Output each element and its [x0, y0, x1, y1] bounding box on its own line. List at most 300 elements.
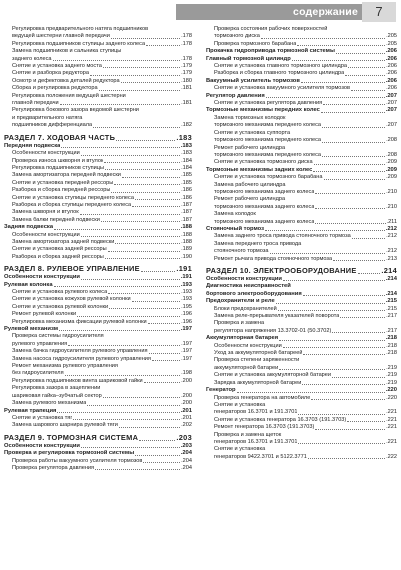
dot-leader	[270, 253, 386, 254]
toc-entry-title: Регулятор давления	[206, 92, 265, 99]
toc-page-number: .205	[386, 40, 397, 47]
toc-entry-title: генераторов 9422.3701 и 5122.3771	[214, 453, 307, 460]
toc-subsection[interactable]	[206, 298, 397, 305]
dot-leader	[139, 440, 175, 441]
toc-subsection[interactable]	[4, 274, 192, 281]
toc-entry-title: Задняя подвеска	[4, 224, 54, 231]
toc-entry[interactable]	[4, 393, 192, 400]
toc-entry-title: Снятие и разборка редуктора	[12, 70, 90, 77]
toc-entry-line: Регулировка предварительного натяга подшипников	[12, 26, 149, 32]
dot-leader	[95, 469, 180, 470]
toc-page-number: .203	[180, 442, 192, 449]
toc-subsection[interactable]	[206, 107, 397, 114]
toc-entry-title: тормозного механизма заднего колеса	[214, 218, 315, 225]
toc-entry[interactable]	[4, 289, 192, 296]
dot-leader	[352, 238, 385, 239]
toc-entry[interactable]	[4, 370, 192, 377]
toc-entry[interactable]	[206, 343, 397, 350]
toc-page-number: .212	[386, 248, 397, 255]
dot-leader	[303, 295, 385, 296]
toc-entry[interactable]	[206, 70, 397, 77]
toc-page-number: .218	[386, 342, 397, 349]
toc-entry[interactable]	[206, 409, 397, 416]
toc-entry-title: Снятие и установка рулевой колонки	[12, 303, 109, 310]
toc-page-number: .200	[181, 392, 192, 399]
toc-entry-title: ведущей шестерни главной передачи	[12, 33, 110, 40]
toc-page-number: .178	[181, 55, 192, 62]
toc-page-number: .207	[386, 122, 397, 129]
dot-leader	[313, 171, 384, 172]
toc-page-number: .197	[180, 326, 192, 333]
dot-leader	[152, 360, 180, 361]
toc-entry-title: Замена шкворня и втулок	[12, 209, 79, 216]
toc-page-number: .221	[386, 438, 397, 445]
dot-leader	[81, 447, 180, 448]
dot-leader	[340, 317, 385, 318]
dot-leader	[261, 38, 385, 39]
dot-leader	[314, 164, 386, 165]
dot-leader	[358, 273, 381, 274]
dot-leader	[141, 271, 176, 272]
toc-entry[interactable]	[206, 424, 397, 431]
toc-subsection[interactable]	[4, 443, 192, 450]
dot-leader	[308, 458, 385, 459]
toc-page-number: .206	[385, 77, 397, 84]
toc-entry-title: Ремонт рулевой колонки	[12, 311, 77, 318]
toc-entry-title: тормозного механизма переднего колеса	[214, 151, 321, 158]
dot-leader	[103, 397, 180, 398]
toc-entry-title: Вакуумный усилитель тормозов	[206, 77, 300, 84]
toc-entry[interactable]	[4, 217, 192, 224]
toc-entry[interactable]	[4, 232, 192, 239]
dot-leader	[54, 286, 180, 287]
toc-page-number: .208	[386, 137, 397, 144]
toc-page-number: .214	[385, 276, 397, 282]
toc-right-column	[206, 26, 397, 461]
dot-leader	[298, 443, 385, 444]
toc-page-number: .209	[386, 159, 397, 166]
toc-entry[interactable]	[206, 233, 397, 240]
toc-entry-title: Снятие и установка главного тормозного цилиндра	[214, 63, 348, 70]
toc-page-number: .184	[181, 164, 192, 171]
toc-entry-title: Регулировка подшипников ступицы	[12, 164, 105, 171]
toc-entry-title: тормозного диска	[214, 33, 260, 40]
toc-page-number: .184	[181, 157, 192, 164]
toc-entry-line: Снятие и установка суппорта	[214, 129, 291, 136]
toc-entry[interactable]	[4, 195, 192, 202]
dot-leader	[315, 223, 385, 224]
dot-leader	[266, 97, 385, 98]
toc-page-number: .201	[180, 407, 192, 414]
toc-page-number: .208	[386, 151, 397, 158]
toc-page-number: .206	[385, 55, 397, 62]
toc-page-number: .219	[386, 364, 397, 371]
toc-page-number: .221	[386, 416, 397, 423]
dot-leader	[237, 392, 385, 393]
toc-entry[interactable]	[206, 365, 397, 372]
toc-entry-line: и предварительного натяга	[12, 114, 83, 121]
toc-entry[interactable]	[4, 122, 192, 129]
dot-leader	[348, 67, 385, 68]
dot-leader	[90, 75, 180, 76]
dot-leader	[111, 38, 180, 39]
toc-entry[interactable]	[4, 56, 192, 63]
toc-page-number: .212	[386, 233, 397, 240]
toc-entry-title: подшипников дифференциала	[12, 122, 93, 129]
toc-entry-title: стояночного тормоза	[214, 248, 269, 255]
toc-page-number: .196	[181, 318, 192, 325]
toc-page-number: .215	[385, 298, 397, 305]
dot-leader	[315, 208, 385, 209]
dot-leader	[321, 112, 385, 113]
toc-page-number: .181	[181, 100, 192, 107]
toc-page-number: .219	[386, 379, 397, 386]
toc-entry[interactable]	[4, 85, 192, 92]
dot-leader	[336, 53, 385, 54]
toc-page-number: .186	[181, 187, 192, 194]
toc-entry[interactable]	[4, 158, 192, 165]
toc-entry[interactable]	[206, 328, 397, 335]
toc-entry-line: Регулировка бокового зазора ведомой шестерни	[12, 107, 139, 114]
toc-page-number: .187	[181, 209, 192, 216]
toc-entry[interactable]	[206, 152, 397, 159]
dot-leader	[122, 177, 180, 178]
toc-page-number: .211	[386, 218, 397, 225]
toc-entry[interactable]	[4, 78, 192, 85]
toc-entry[interactable]	[4, 458, 192, 465]
toc-entry-line: Проверка и замена	[214, 320, 265, 327]
toc-page-number: .185	[181, 172, 192, 179]
toc-page-number: .218	[386, 350, 397, 357]
dot-leader	[60, 104, 180, 105]
toc-subsection[interactable]	[206, 167, 397, 174]
toc-entry[interactable]	[4, 400, 192, 407]
dot-leader	[315, 429, 385, 430]
toc-entry-title: Уход за аккумуляторной батареей	[214, 350, 303, 357]
toc-subsection[interactable]	[206, 93, 397, 100]
toc-entry[interactable]	[206, 33, 397, 40]
toc-entry-title: Снятие и установка регулятора давления	[214, 100, 323, 107]
toc-entry[interactable]	[206, 306, 397, 313]
toc-subsection[interactable]	[4, 450, 192, 457]
dot-leader	[302, 384, 385, 385]
toc-entry-line: Замена рабочего цилиндра	[214, 181, 286, 188]
dot-leader	[146, 45, 180, 46]
toc-entry[interactable]	[206, 85, 397, 92]
toc-subsection[interactable]	[206, 291, 397, 298]
dot-leader	[81, 155, 180, 156]
toc-entry[interactable]	[206, 380, 397, 387]
toc-page-number: .182	[181, 122, 192, 129]
toc-entry[interactable]	[206, 454, 397, 461]
toc-entry-title: Тормозные механизмы задних колес	[206, 166, 313, 173]
toc-entry[interactable]	[206, 204, 397, 211]
dot-leader	[80, 214, 180, 215]
toc-entry[interactable]	[206, 159, 397, 166]
toc-entry[interactable]	[4, 304, 192, 311]
dot-leader	[53, 60, 181, 61]
toc-subsection[interactable]	[206, 335, 397, 342]
toc-entry-line: Замена колодок	[214, 211, 256, 218]
toc-entry-title: Разборка и сборка ступицы переднего колеса	[12, 201, 132, 208]
toc-entry-title: рулевого управления	[12, 340, 68, 347]
toc-entry[interactable]	[206, 122, 397, 129]
dot-leader	[87, 405, 180, 406]
dot-leader	[345, 75, 385, 76]
toc-subsection[interactable]	[206, 56, 397, 63]
toc-entry[interactable]	[4, 378, 192, 385]
dot-leader	[57, 412, 179, 413]
toc-entry-title: тормозного механизма заднего колеса	[214, 188, 315, 195]
toc-page-number: .189	[181, 246, 192, 253]
dot-leader	[105, 169, 180, 170]
toc-entry-title: Регулировка подшипников ступицы заднего колеса	[12, 40, 146, 47]
toc-entry-line: Регулировка зазора в зацеплении	[12, 385, 101, 392]
toc-page-number: .197	[181, 348, 192, 355]
toc-entry[interactable]	[4, 202, 192, 209]
toc-entry[interactable]	[4, 415, 192, 422]
toc-page-number: .221	[386, 409, 397, 416]
toc-page-number: .220	[386, 394, 397, 401]
toc-entry[interactable]	[206, 395, 397, 402]
toc-entry[interactable]	[4, 33, 192, 40]
toc-page-number: .190	[181, 253, 192, 260]
toc-entry[interactable]	[4, 209, 192, 216]
toc-entry[interactable]	[206, 248, 397, 255]
toc-entry-title: Снятие и установка генератора 16.3703 (191.3703)	[214, 416, 347, 423]
toc-page-number: .214	[381, 266, 397, 275]
toc-entry[interactable]	[4, 356, 192, 363]
toc-entry-title: РАЗДЕЛ 9. ТОРМОЗНАЯ СИСТЕМА	[4, 432, 139, 442]
toc-page-number: .187	[181, 201, 192, 208]
toc-subsection[interactable]	[4, 408, 192, 415]
toc-page-number: .209	[386, 174, 397, 181]
toc-entry-line: Замена подшипников и сальника ступицы	[12, 48, 122, 55]
toc-entry[interactable]	[206, 189, 397, 196]
toc-entry-title: Снятие и установка заднего моста	[12, 63, 102, 70]
dot-leader	[99, 90, 180, 91]
dot-leader	[278, 310, 385, 311]
section-title: содержание	[293, 6, 358, 18]
toc-entry-title: заднего колеса	[12, 55, 52, 62]
dot-leader	[315, 193, 385, 194]
toc-page-number: .179	[181, 70, 192, 77]
dot-leader	[297, 45, 385, 46]
toc-entry[interactable]	[206, 100, 397, 107]
toc-entry[interactable]	[206, 439, 397, 446]
toc-subsection[interactable]	[206, 226, 397, 233]
toc-entry-title: Снятие и установка вакуумного усилителя тормозов	[214, 85, 350, 92]
dot-leader	[148, 323, 180, 324]
dot-leader	[101, 221, 180, 222]
toc-page-number: .178	[181, 33, 192, 40]
toc-entry-line: Снятие и установка	[214, 401, 266, 408]
toc-entry[interactable]	[4, 341, 192, 348]
toc-entry-title: РАЗДЕЛ 7. ХОДОВАЯ ЧАСТЬ	[4, 132, 116, 142]
toc-entry-title: Тормозные механизмы передних колес	[206, 107, 320, 114]
toc-entry[interactable]	[4, 165, 192, 172]
toc-entry-line: Диагностика неисправностей	[206, 283, 291, 290]
toc-entry[interactable]	[4, 319, 192, 326]
toc-entry-line: Ремонт механизма рулевого управления	[12, 363, 118, 370]
dot-leader	[292, 60, 385, 61]
toc-entry[interactable]	[4, 180, 192, 187]
toc-entry-title: Снятие и установка тяг	[12, 414, 73, 421]
dot-leader	[108, 293, 180, 294]
toc-entry-title: Снятие и установка передней рессоры	[12, 179, 114, 186]
toc-entry[interactable]	[206, 137, 397, 144]
dot-leader	[135, 455, 180, 456]
toc-entry-title: Снятие и установка ступицы переднего колеса	[12, 194, 134, 201]
toc-entry[interactable]	[206, 219, 397, 226]
toc-entry-title: генераторов 16.3701 и 191.3701	[214, 438, 298, 445]
toc-page-number: .195	[181, 303, 192, 310]
toc-entry[interactable]	[4, 41, 192, 48]
toc-entry[interactable]	[206, 417, 397, 424]
toc-subsection[interactable]	[4, 326, 192, 333]
toc-entry-title: Проверка работы вакуумного усилителя тормозов	[12, 457, 143, 464]
toc-entry-title: Проверка износа шкворня и втулок	[12, 157, 104, 164]
toc-chapter[interactable]	[206, 266, 397, 276]
toc-entry-title: РАЗДЕЛ 8. РУЛЕВОЕ УПРАВЛЕНИЕ	[4, 264, 140, 274]
toc-entry[interactable]	[4, 239, 192, 246]
dot-leader	[59, 330, 180, 331]
toc-entry-title: Прокачка гидропривода тормозной системы	[206, 48, 335, 55]
toc-entry-title: генераторов 16.3701 и 191.3701	[214, 409, 298, 416]
toc-page-number: .183	[180, 142, 192, 149]
toc-entry-title: Особенности конструкции	[12, 231, 80, 238]
dot-leader	[323, 104, 385, 105]
toc-page-number: .200	[181, 377, 192, 384]
toc-subsection[interactable]	[4, 282, 192, 289]
page-number: 7	[362, 2, 396, 22]
toc-entry[interactable]	[206, 372, 397, 379]
dot-leader	[65, 375, 181, 376]
toc-entry[interactable]	[206, 313, 397, 320]
toc-entry-title: Ремонт генератора 16.3703 (191.3703)	[214, 424, 315, 431]
toc-page-number: .219	[386, 372, 397, 379]
toc-page-number: .188	[181, 238, 192, 245]
toc-entry-title: Замена амортизатора передней подвески	[12, 172, 121, 179]
dot-leader	[283, 347, 385, 348]
dot-leader	[105, 258, 180, 259]
toc-entry[interactable]	[4, 150, 192, 157]
toc-page-number: .191	[176, 264, 192, 274]
toc-entry-title: Снятие и установка тормозного барабана	[214, 174, 323, 181]
toc-page-number: .193	[180, 281, 192, 288]
toc-page-number: .180	[181, 77, 192, 84]
toc-page-number: .188	[181, 231, 192, 238]
dot-leader	[265, 230, 385, 231]
toc-entry-title: Замена балки передней подвески	[12, 216, 100, 223]
toc-subsection[interactable]	[206, 387, 397, 394]
toc-page-number: .210	[386, 203, 397, 210]
toc-entry-title: Замена бачка гидроусилителя рулевого управления	[12, 348, 148, 355]
dot-leader	[332, 377, 385, 378]
dot-leader	[332, 332, 385, 333]
toc-page-number: .215	[386, 305, 397, 312]
toc-chapter[interactable]	[4, 133, 192, 143]
toc-entry-title: главной передачи	[12, 100, 59, 107]
toc-entry[interactable]	[206, 256, 397, 263]
toc-page-number: .221	[386, 424, 397, 431]
toc-page-number: .212	[385, 225, 397, 232]
toc-page-number: .197	[181, 340, 192, 347]
toc-entry[interactable]	[4, 296, 192, 303]
toc-entry[interactable]	[206, 63, 397, 70]
dot-leader	[279, 340, 385, 341]
toc-page-number: .206	[386, 85, 397, 92]
toc-entry-title: Проверка и регулировка тормозной системы	[4, 450, 135, 457]
dot-leader	[132, 206, 180, 207]
toc-entry-line: Проверка степени заряженности	[214, 357, 300, 364]
toc-entry-title: Снятие и установка задней рессоры	[12, 246, 107, 253]
dot-leader	[322, 127, 385, 128]
toc-entry-title: Замена заднего троса привода стояночного тормоза	[214, 233, 351, 240]
dot-leader	[135, 199, 180, 200]
toc-entry[interactable]	[4, 422, 192, 429]
dot-leader	[324, 179, 386, 180]
toc-subsection[interactable]	[4, 143, 192, 150]
toc-entry-title: Рулевая колонка	[4, 281, 53, 288]
toc-entry[interactable]	[206, 174, 397, 181]
toc-entry[interactable]	[4, 63, 192, 70]
toc-entry-title: Особенности конструкции	[4, 274, 80, 281]
toc-entry[interactable]	[206, 350, 397, 357]
toc-entry[interactable]	[4, 254, 192, 261]
toc-entry[interactable]	[4, 70, 192, 77]
toc-page-number: .220	[385, 387, 397, 394]
toc-entry-title: РАЗДЕЛ 10. ЭЛЕКТРООБОРУДОВАНИЕ	[206, 266, 357, 275]
toc-entry-title: Снятие и установка аккумуляторной батареи	[214, 372, 332, 379]
toc-entry-title: Замена амортизатора задней подвески	[12, 238, 115, 245]
toc-entry[interactable]	[4, 465, 192, 472]
toc-page-number: .178	[181, 40, 192, 47]
toc-page-number: .191	[180, 274, 192, 281]
toc-page-number: .214	[385, 290, 397, 297]
toc-entry-title: аккумуляторной батареи	[214, 364, 279, 371]
dot-leader	[333, 260, 385, 261]
toc-entry[interactable]	[4, 172, 192, 179]
toc-chapter[interactable]	[4, 433, 192, 443]
page-header	[0, 0, 401, 24]
toc-entry[interactable]	[4, 187, 192, 194]
toc-page-number: .207	[386, 100, 397, 107]
toc-subsection[interactable]	[206, 78, 397, 85]
toc-subsection[interactable]	[4, 224, 192, 231]
toc-entry-title: Регулировка подшипников винта шариковой гайки	[12, 377, 143, 384]
toc-page-number: .187	[181, 216, 192, 223]
toc-entry-title: Передняя подвеска	[4, 142, 61, 149]
toc-left-column	[4, 26, 192, 472]
toc-subsection[interactable]	[206, 48, 397, 55]
dot-leader	[119, 427, 180, 428]
toc-page-number: .183	[176, 132, 192, 142]
toc-entry-title: Снятие и установка кожухов рулевой колонки	[12, 296, 131, 303]
toc-page-number: .188	[180, 224, 192, 231]
toc-entry[interactable]	[206, 41, 397, 48]
dot-leader	[81, 279, 180, 280]
toc-page-number: .213	[386, 255, 397, 262]
toc-entry-line: Ремонт рабочего цилиндра	[214, 144, 286, 151]
dot-leader	[279, 369, 385, 370]
toc-chapter[interactable]	[4, 264, 192, 274]
toc-entry[interactable]	[4, 246, 192, 253]
toc-entry[interactable]	[4, 311, 192, 318]
dot-leader	[109, 308, 180, 309]
toc-page-number: .206	[386, 70, 397, 77]
toc-entry[interactable]	[4, 348, 192, 355]
